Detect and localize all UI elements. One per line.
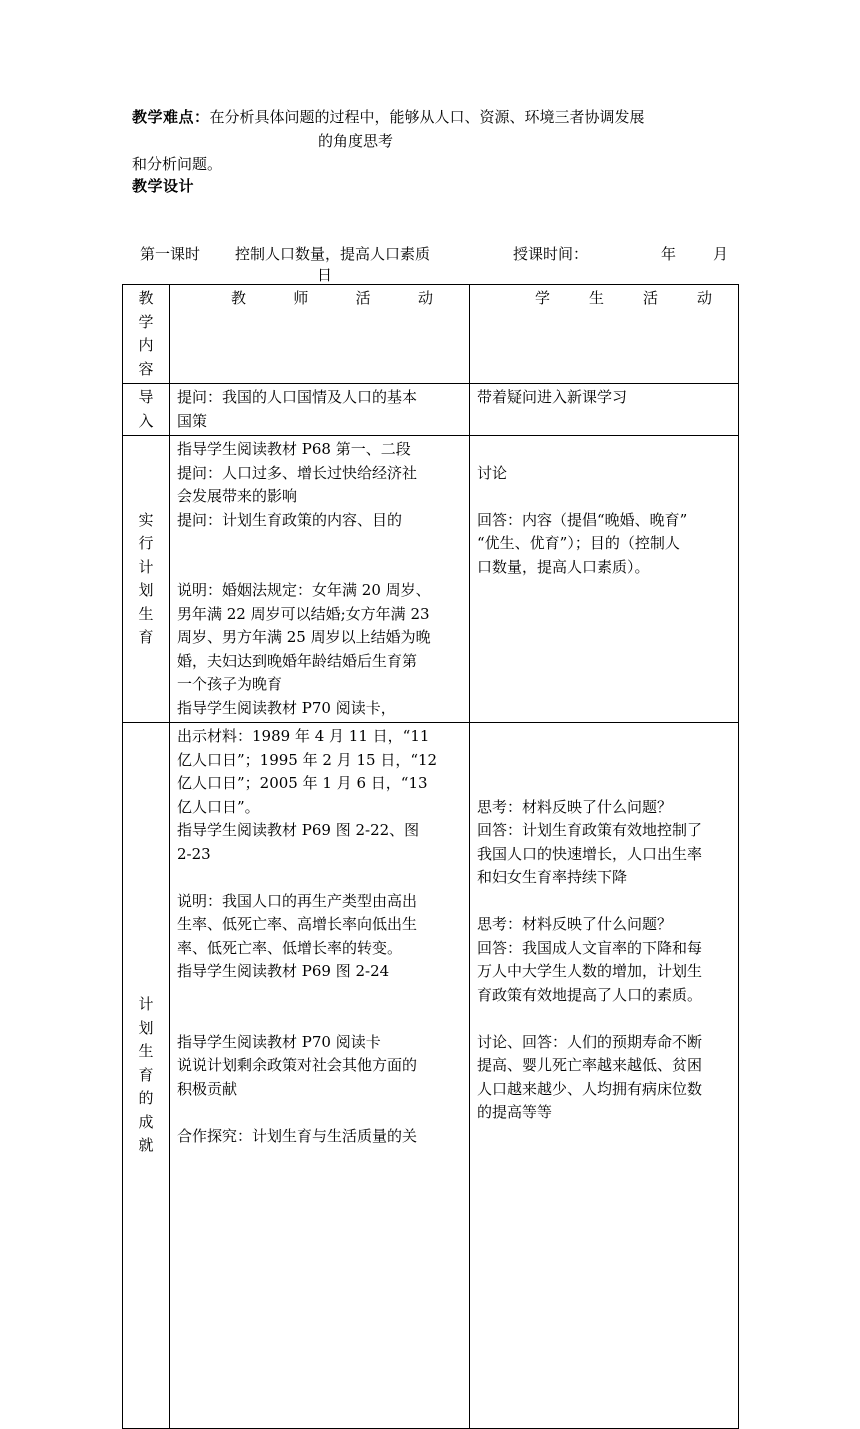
teacher-line: 提问：计划生育政策的内容、目的 (177, 510, 403, 529)
header-student-char: 活 (642, 289, 658, 307)
teacher-line: 国策 (177, 411, 208, 430)
teacher-line: 男年满 22 周岁可以结婚;女方年满 23 (177, 604, 430, 623)
teacher-line: 2-23 (177, 844, 211, 863)
spacer (177, 866, 463, 890)
header-teacher-char: 活 (355, 289, 371, 307)
student-line: 提高、婴儿死亡率越来越低、贫困 (477, 1056, 703, 1074)
header-content-cell (123, 285, 170, 384)
difficulty-line (132, 106, 645, 127)
table-row-intro (123, 384, 739, 436)
teacher-line: 率、低死亡率、低增长率的转变。 (177, 938, 403, 957)
teacher-line: 指导学生阅读教材 P69 图 2-24 (177, 962, 390, 980)
lesson-year: 年 (661, 245, 677, 263)
difficulty-label: 教学难点： (132, 108, 210, 126)
teacher-line: 提问：我国的人口国情及人口的基本 (177, 388, 418, 406)
teacher-line: 提问：人口过多、增长过快给经济社 (177, 463, 418, 482)
spacer (477, 890, 732, 914)
student-line: 带着疑问进入新课学习 (477, 388, 628, 406)
lesson-table (122, 284, 739, 1429)
teacher-line: 指导学生阅读教材 P69 图 2-22、图 (177, 821, 420, 839)
student-line: 和妇女生育率持续下降 (477, 868, 628, 886)
spacer (177, 532, 463, 556)
header-student (477, 287, 732, 311)
teacher-line: 一个孩子为晚育 (177, 675, 283, 693)
header-student-cell (470, 285, 739, 384)
row-student-cell (470, 723, 739, 1429)
header-content: 教学内容 (138, 289, 154, 378)
teacher-line: 周岁、男方年满 25 周岁以上结婚为晚 (177, 628, 431, 646)
header-teacher-char: 教 (231, 289, 247, 307)
row-content-cell (123, 436, 170, 723)
student-line: 人口越来越少、人均拥有病床位数 (477, 1079, 703, 1098)
teacher-line: 说明：婚姻法规定：女年满 20 周岁、 (177, 581, 431, 599)
spacer (477, 725, 732, 749)
difficulty-text-1: 在分析具体问题的过程中，能够从人口、资源、环境三者协调发展 (209, 108, 645, 126)
lesson-month: 月 (713, 245, 729, 263)
difficulty-text-2: 的角度思考 (318, 132, 394, 150)
row-student-cell (470, 384, 739, 436)
teacher-line: 积极贡献 (177, 1079, 238, 1098)
header-teacher-char: 师 (293, 289, 309, 307)
student-line: 思考：材料反映了什么问题？ (477, 797, 673, 816)
row-content-cell (123, 384, 170, 436)
teacher-line: 说明：我国人口的再生产类型由高出 (177, 891, 418, 910)
teacher-line: 指导学生阅读教材 P70 阅读卡 (177, 1032, 381, 1051)
difficulty-text-3: 和分析问题。 (132, 155, 223, 173)
row-teacher-cell (170, 723, 470, 1429)
teacher-line: 指导学生阅读教材 P70 阅读卡， (177, 698, 396, 717)
lesson-time-label: 授课时间： (513, 245, 589, 263)
teacher-line: 婚，夫妇达到晚婚年龄结婚后生育第 (177, 651, 418, 670)
row-content: 计划生育的成就 (138, 995, 154, 1155)
spacer (177, 556, 463, 580)
row-teacher-cell (170, 436, 470, 723)
lesson-topic: 控制人口数量，提高人口素质 (235, 245, 431, 263)
lesson-period: 第一课时 (140, 245, 201, 263)
teacher-line: 指导学生阅读教材 P68 第一、二段 (177, 440, 411, 458)
student-line: 的提高等等 (477, 1103, 553, 1121)
teacher-line: 出示材料：1989 年 4 月 11 日，“11 (177, 727, 430, 745)
spacer (477, 749, 732, 773)
table-header-row (123, 285, 739, 384)
row-teacher-cell (170, 384, 470, 436)
teacher-line: 亿人口日”；2005 年 1 月 6 日，“13 (177, 774, 428, 792)
row-student-cell (470, 436, 739, 723)
header-teacher-char: 动 (417, 289, 433, 307)
teacher-line: 亿人口日”；1995 年 2 月 15 日，“12 (177, 750, 438, 769)
header-student-char: 动 (696, 289, 712, 307)
student-line: 思考：材料反映了什么问题？ (477, 915, 673, 933)
student-line: 万人中大学生人数的增加，计划生 (477, 962, 703, 980)
header-teacher (177, 287, 463, 311)
student-line: “优生、优育”）；目的（控制人 (477, 534, 680, 552)
student-line: 回答：内容（提倡“晚婚、晚育” (477, 510, 688, 529)
lesson-day: 日 (317, 266, 333, 284)
spacer (477, 485, 732, 509)
student-line: 口数量，提高人口素质）。 (477, 557, 650, 576)
teacher-line: 会发展带来的影响 (177, 487, 298, 505)
row-content-cell (123, 723, 170, 1429)
spacer (177, 1101, 463, 1125)
design-title: 教学设计 (132, 177, 195, 195)
spacer (477, 772, 732, 796)
header-student-char: 学 (535, 289, 551, 307)
table-row-family-planning (123, 436, 739, 723)
teacher-line: 说说计划剩余政策对社会其他方面的 (177, 1056, 418, 1074)
student-line: 回答：计划生育政策有效地控制了 (477, 821, 703, 839)
student-line: 讨论 (477, 463, 508, 482)
spacer (477, 438, 732, 462)
row-content: 实行计划生育 (138, 510, 154, 646)
spacer (477, 1007, 732, 1031)
student-line: 回答：我国成人文盲率的下降和每 (477, 938, 703, 957)
row-content: 导入 (138, 388, 154, 430)
spacer (177, 1007, 463, 1031)
header-student-char: 生 (588, 289, 604, 307)
table-row-achievements (123, 723, 739, 1429)
student-line: 育政策有效地提高了人口的素质。 (477, 985, 703, 1004)
teacher-line: 合作探究：计划生育与生活质量的关 (177, 1126, 418, 1145)
student-line: 讨论、回答：人们的预期寿命不断 (477, 1032, 703, 1051)
teacher-line: 亿人口日”。 (177, 797, 260, 816)
spacer (177, 984, 463, 1008)
header-teacher-cell (170, 285, 470, 384)
teacher-line: 生率、低死亡率、高增长率向低出生 (177, 915, 418, 933)
student-line: 我国人口的快速增长，人口出生率 (477, 844, 703, 863)
